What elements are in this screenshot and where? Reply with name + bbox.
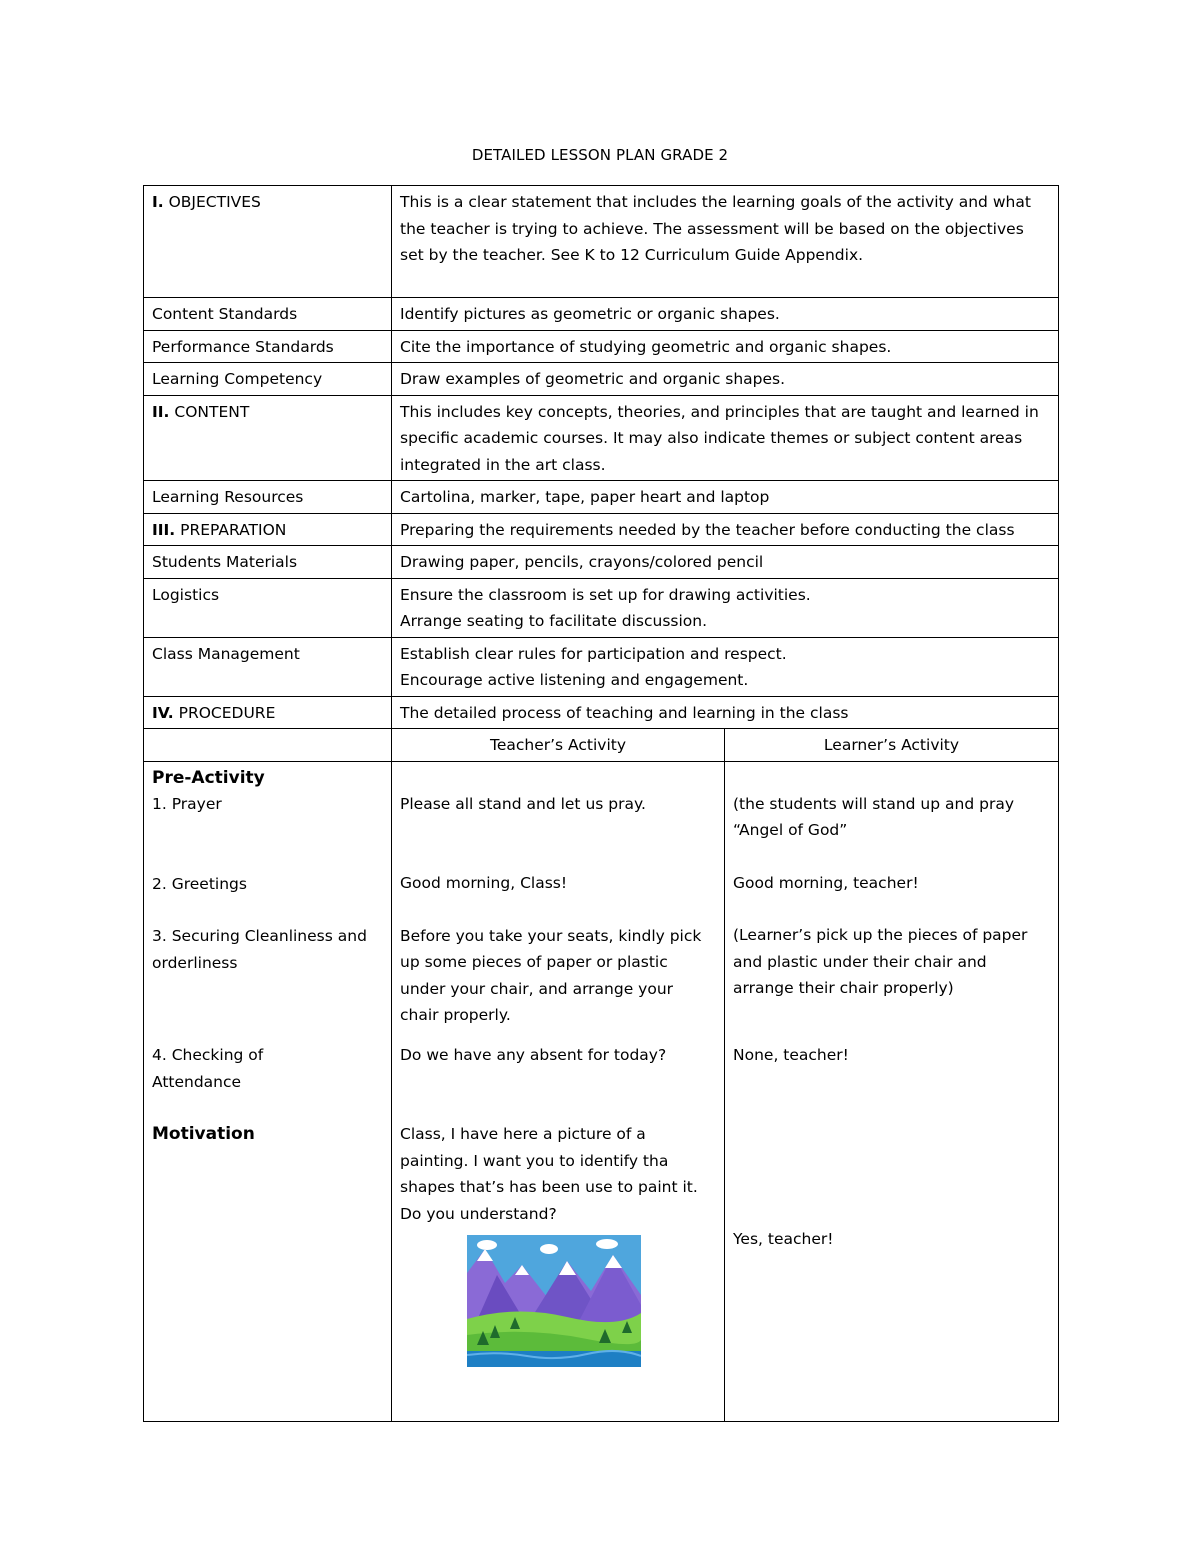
teacher-activity: Do we have any absent for today? [400, 1045, 667, 1064]
row-text: Cite the importance of studying geometric and organic shapes. [392, 330, 1059, 363]
procedure-header-row [144, 729, 1059, 762]
step-label: 1. Prayer [152, 795, 222, 813]
row-procedure [144, 696, 1059, 729]
row-label: Content Standards [144, 298, 392, 331]
learner-activity: (Learner’s pick up the pieces of paper and plastic under their chair and arrange their chair properly) [733, 926, 1028, 997]
row-text: Draw examples of geometric and organic shapes. [392, 363, 1059, 396]
step-label: 4. Checking of Attendance [152, 1046, 264, 1091]
learner-activity-header: Learner’s Activity [725, 729, 1059, 762]
row-text: Preparing the requirements needed by the teacher before conducting the class [392, 513, 1059, 546]
teacher-activity: Class, I have here a picture of a painting. I want you to identify tha shapes that’s has been use to paint it. [400, 1125, 698, 1196]
row-logistics [144, 578, 1059, 637]
row-text: Establish clear rules for participation and respect. Encourage active listening and engagement. [392, 637, 1059, 696]
mountain-painting-image [467, 1235, 641, 1367]
row-label: III. PREPARATION [144, 513, 392, 546]
row-label: Learning Resources [144, 481, 392, 514]
row-students-materials [144, 546, 1059, 579]
lesson-plan-table [143, 185, 1059, 1422]
row-text: Identify pictures as geometric or organic shapes. [392, 298, 1059, 331]
row-label: Students Materials [144, 546, 392, 579]
row-objectives [144, 186, 1059, 298]
pre-activity-heading: Pre-Activity [152, 767, 265, 788]
row-text: Drawing paper, pencils, crayons/colored pencil [392, 546, 1059, 579]
teacher-question: Do you understand? [400, 1204, 557, 1223]
learner-activity: Good morning, teacher! [733, 873, 919, 892]
row-label: Class Management [144, 637, 392, 696]
procedure-steps-column [144, 761, 392, 1421]
step-label: 3. Securing Cleanliness and orderliness [152, 927, 367, 972]
row-content [144, 395, 1059, 481]
motivation-heading: Motivation [152, 1124, 255, 1144]
teacher-activity: Please all stand and let us pray. [400, 794, 646, 813]
step-label: 2. Greetings [152, 874, 247, 893]
procedure-body-row [144, 761, 1059, 1421]
row-label: Logistics [144, 578, 392, 637]
learner-activity: None, teacher! [733, 1045, 849, 1064]
row-text: This includes key concepts, theories, and principles that are taught and learned in specific academic courses. It may also indicate themes or subject content areas integrated in the art class. [392, 395, 1059, 481]
teacher-activity-header: Teacher’s Activity [392, 729, 725, 762]
row-performance-standards [144, 330, 1059, 363]
row-label: I. OBJECTIVES [144, 186, 392, 298]
row-label: Learning Competency [144, 363, 392, 396]
teacher-activity-column [392, 761, 725, 1421]
row-label: II. CONTENT [144, 395, 392, 481]
row-learning-competency [144, 363, 1059, 396]
row-text: The detailed process of teaching and learning in the class [392, 696, 1059, 729]
learner-activity: (the students will stand up and pray “Angel of God” [733, 794, 1014, 839]
row-text: Cartolina, marker, tape, paper heart and laptop [392, 481, 1059, 514]
row-class-management [144, 637, 1059, 696]
row-text: This is a clear statement that includes the learning goals of the activity and what the teacher is trying to achieve. The assessment will be based on the objectives set by the teacher. See K to 12 Curriculum Guide Appendix. [392, 186, 1059, 298]
empty-header-cell [144, 729, 392, 762]
learner-activity: Yes, teacher! [733, 1230, 834, 1248]
teacher-activity: Before you take your seats, kindly pick up some pieces of paper or plastic under your chair, and arrange your chair properly. [400, 926, 702, 1024]
page-title: DETAILED LESSON PLAN GRADE 2 [471, 146, 729, 164]
learner-activity-column [725, 761, 1059, 1421]
row-content-standards [144, 298, 1059, 331]
teacher-activity: Good morning, Class! [400, 874, 568, 892]
row-label: Performance Standards [144, 330, 392, 363]
row-preparation [144, 513, 1059, 546]
row-label: IV. PROCEDURE [144, 696, 392, 729]
row-learning-resources [144, 481, 1059, 514]
row-text: Ensure the classroom is set up for drawing activities. Arrange seating to facilitate discussion. [392, 578, 1059, 637]
